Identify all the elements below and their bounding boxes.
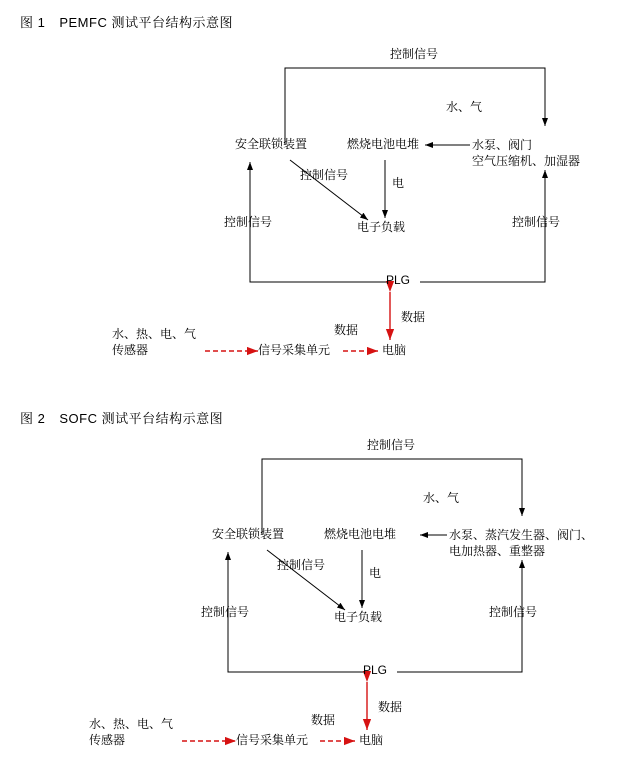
- node-plc: PLG: [363, 663, 388, 677]
- label-water-gas: 水、气: [446, 100, 483, 114]
- figure-1-caption: PEMFC 测试平台结构示意图: [59, 15, 233, 30]
- label-data-horizontal: 数据: [334, 323, 359, 337]
- figure-1-number: 图 1: [20, 15, 46, 30]
- label-control-signal-top: 控制信号: [389, 47, 439, 61]
- node-safety-interlock: 安全联锁装置: [212, 527, 285, 541]
- label-data-vertical: 数据: [401, 310, 426, 324]
- node-electronic-load: 电子负载: [334, 610, 383, 624]
- node-electronic-load: 电子负载: [357, 220, 406, 234]
- node-sensors: [112, 326, 196, 358]
- node-data-acquisition-unit: 信号采集单元: [236, 733, 309, 747]
- node-plc: PLG: [386, 273, 411, 287]
- node-computer: 电脑: [359, 733, 384, 747]
- bop-line-2: 空气压缩机、加湿器: [472, 154, 581, 168]
- figure-2-caption: SOFC 测试平台结构示意图: [59, 411, 224, 426]
- figure-1-lines: [0, 40, 627, 370]
- label-control-signal-left: 控制信号: [224, 215, 273, 229]
- label-electricity: 电: [369, 566, 382, 580]
- bop-line-1: 水泵、阀门: [472, 138, 533, 152]
- figure-1-title: [20, 12, 233, 31]
- node-balance-of-plant: [472, 137, 580, 169]
- bop-line-2: 电加热器、重整器: [449, 544, 546, 558]
- sensors-line-1: 水、热、电、气: [112, 327, 197, 341]
- sensors-line-2: 传感器: [112, 343, 149, 357]
- label-control-signal-top: 控制信号: [366, 438, 416, 452]
- node-computer: 电脑: [382, 343, 407, 357]
- label-data-vertical: 数据: [378, 700, 403, 714]
- label-control-signal-left: 控制信号: [201, 605, 250, 619]
- node-balance-of-plant: [449, 527, 593, 559]
- node-fuel-cell-stack: 燃烧电池电堆: [347, 137, 420, 151]
- label-water-gas: 水、气: [423, 491, 460, 505]
- sensors-line-1: 水、热、电、气: [89, 717, 174, 731]
- label-electricity: 电: [392, 176, 405, 190]
- label-data-horizontal: 数据: [311, 713, 336, 727]
- label-control-signal-right: 控制信号: [512, 215, 561, 229]
- label-control-signal-middle: 控制信号: [277, 558, 326, 572]
- figure-2-number: 图 2: [20, 411, 46, 426]
- figure-2-diagram: [0, 436, 627, 771]
- sensors-line-2: 传感器: [89, 733, 126, 747]
- node-sensors: [89, 716, 173, 748]
- figure-2-title: [20, 408, 223, 427]
- node-fuel-cell-stack: 燃烧电池电堆: [324, 527, 397, 541]
- label-control-signal-middle: 控制信号: [300, 168, 349, 182]
- bop-line-1: 水泵、蒸汽发生器、阀门、: [449, 528, 594, 542]
- node-safety-interlock: 安全联锁装置: [235, 137, 308, 151]
- label-control-signal-right: 控制信号: [489, 605, 538, 619]
- figure-1-diagram: [0, 40, 627, 370]
- node-data-acquisition-unit: 信号采集单元: [258, 343, 331, 357]
